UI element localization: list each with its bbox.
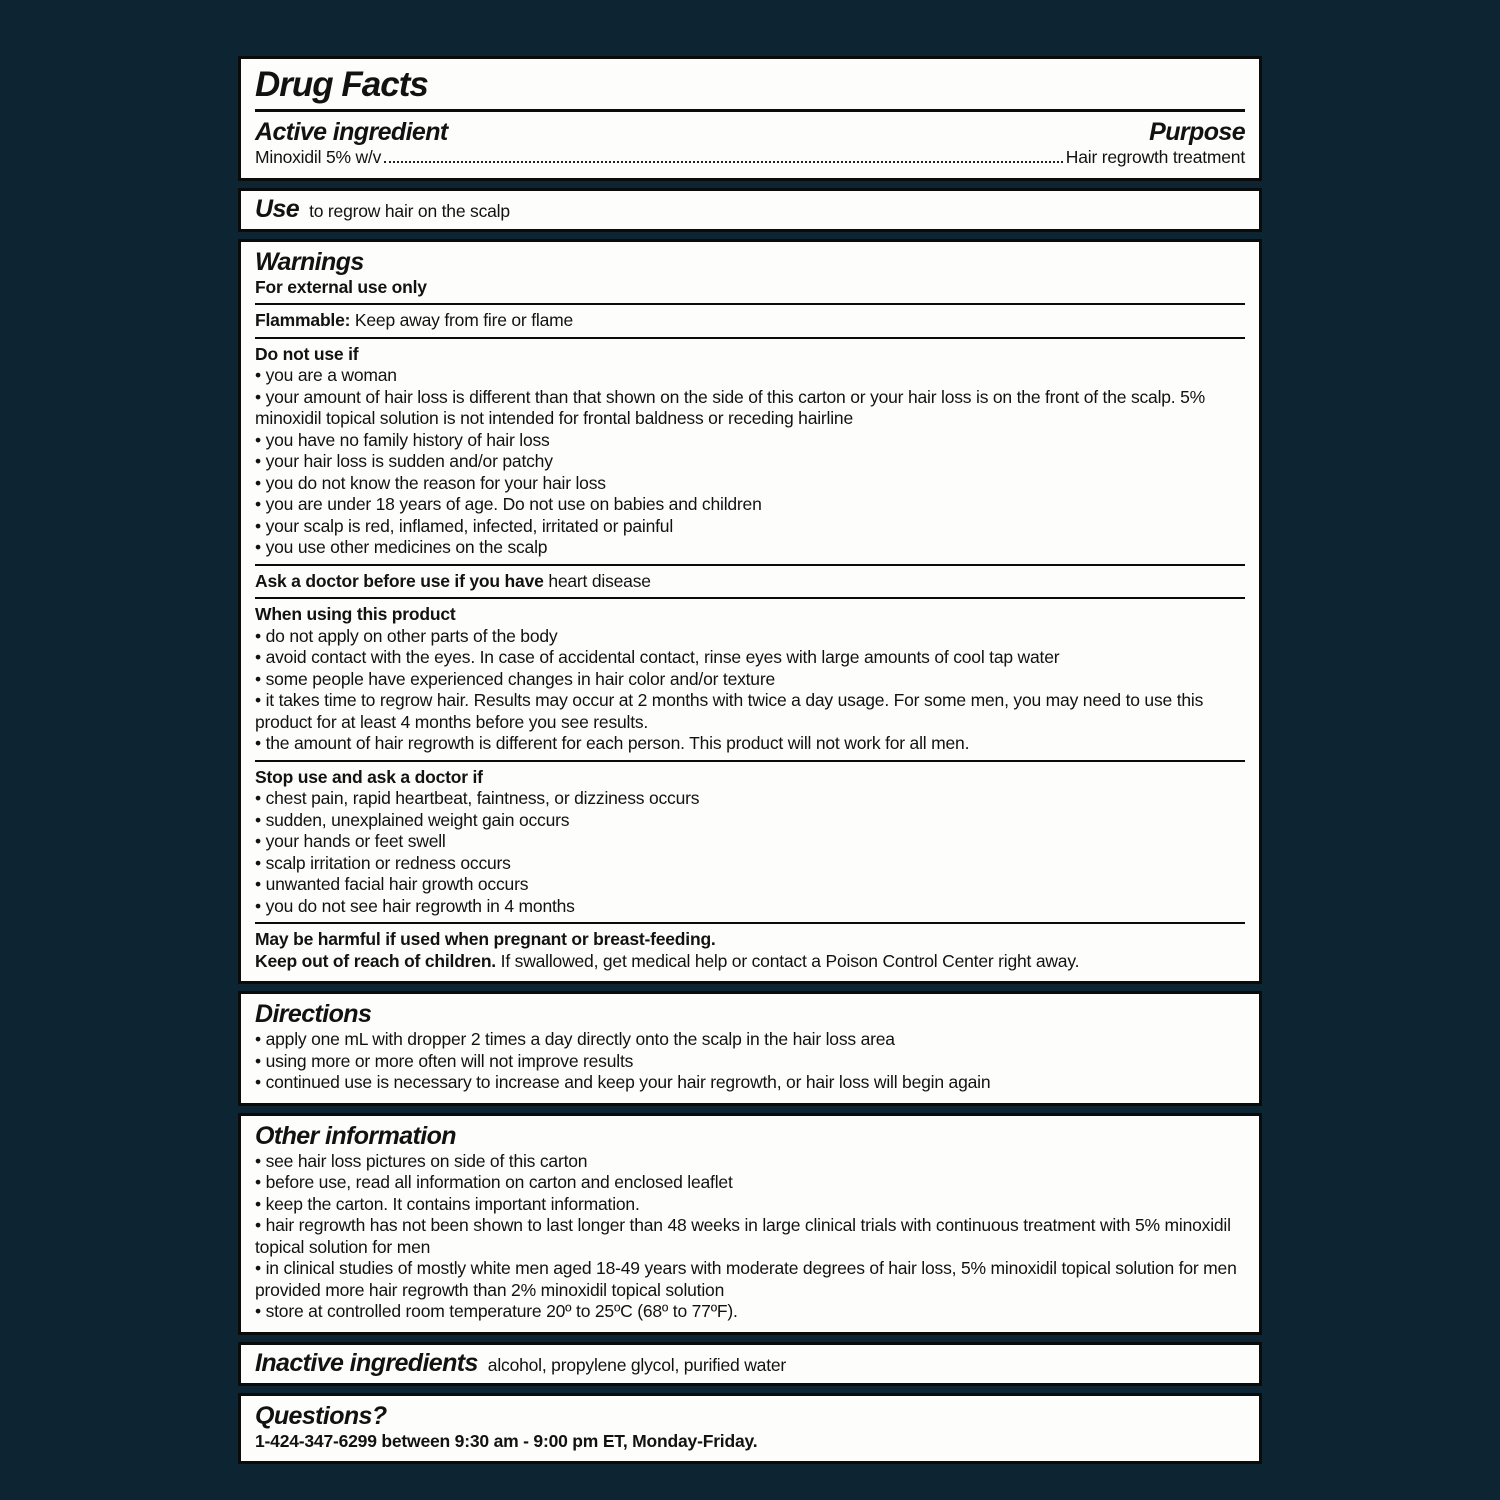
bullet-item: • your scalp is red, inflamed, infected, irritated or painful [255, 516, 1245, 538]
do-not-use-heading: Do not use if [255, 343, 359, 364]
ask-doctor-line [255, 571, 1245, 593]
directions-list [255, 1029, 1245, 1094]
flammable-line [255, 310, 1245, 332]
section-other-information [238, 1113, 1262, 1335]
ask-doctor-bold: Ask a doctor before use if you have [255, 570, 544, 591]
use-row [255, 194, 1245, 224]
warnings-divider [255, 303, 1245, 305]
warnings-divider [255, 337, 1245, 339]
bullet-item: • you do not know the reason for your hair loss [255, 473, 1245, 495]
bullet-item: • before use, read all information on carton and enclosed leaflet [255, 1172, 1245, 1194]
bullet-item: • you have no family history of hair loss [255, 430, 1245, 452]
other-information-list [255, 1151, 1245, 1323]
inactive-ingredients-text: alcohol, propylene glycol, purified water [487, 1354, 787, 1375]
section-active-ingredient [238, 56, 1262, 181]
keep-out-line [255, 951, 1245, 973]
bullet-item: • some people have experienced changes in hair color and/or texture [255, 669, 1245, 691]
inactive-ingredients-row [255, 1348, 1245, 1378]
bullet-item: • using more or more often will not improve results [255, 1051, 1245, 1073]
section-warnings [238, 239, 1262, 985]
keep-out-text: If swallowed, get medical help or contact a Poison Control Center right away. [500, 950, 1080, 971]
section-directions [238, 991, 1262, 1106]
do-not-use-section [255, 344, 1245, 559]
drug-facts-title: Drug Facts [255, 65, 428, 104]
bullet-item: • continued use is necessary to increase and keep your hair regrowth, or hair loss will begin again [255, 1072, 1245, 1094]
section-questions [238, 1393, 1262, 1465]
bullet-item: • hair regrowth has not been shown to last longer than 48 weeks in large clinical trials with continuous treatment with 5% minoxidil topical solution for men [255, 1215, 1245, 1258]
flammable-text: Keep away from fire or flame [354, 310, 574, 330]
when-using-heading: When using this product [255, 604, 456, 624]
warnings-heading: Warnings [255, 247, 364, 276]
bullet-item: • chest pain, rapid heartbeat, faintness, or dizziness occurs [255, 788, 1245, 810]
bullet-item: • the amount of hair regrowth is different for each person. This product will not work for all men. [255, 733, 1245, 755]
purpose-heading: Purpose [1149, 118, 1245, 146]
bullet-item: • unwanted facial hair growth occurs [255, 874, 1245, 896]
bullet-item: • store at controlled room temperature 20º to 25ºC (68º to 77ºF). [255, 1301, 1245, 1323]
title-divider [255, 109, 1245, 112]
drug-facts-label [238, 0, 1262, 1464]
section-use [238, 188, 1262, 232]
stop-use-heading: Stop use and ask a doctor if [255, 766, 483, 787]
questions-phone-line: 1-424-347-6299 between 9:30 am - 9:00 pm ET, Monday-Friday. [255, 1430, 758, 1451]
bullet-item: • apply one mL with dropper 2 times a day directly onto the scalp in the hair loss area [255, 1029, 1245, 1051]
keep-out-bold: Keep out of reach of children. [255, 950, 496, 971]
section-inactive-ingredients [238, 1342, 1262, 1386]
bullet-item: • your hands or feet swell [255, 831, 1245, 853]
directions-heading: Directions [255, 1000, 372, 1028]
bullet-item: • your amount of hair loss is different than that shown on the side of this carton or your hair loss is on the front of the scalp. 5% minoxidil topical solution is not intended for frontal baldness or receding hairline [255, 387, 1245, 430]
active-ingredient-heading: Active ingredient [255, 118, 448, 146]
ingredient-name: Minoxidil 5% w/v [255, 147, 382, 167]
bullet-item: • you do not see hair regrowth in 4 months [255, 896, 1245, 918]
when-using-section [255, 604, 1245, 755]
ask-doctor-text: heart disease [548, 570, 651, 591]
bullet-item: • your hair loss is sudden and/or patchy [255, 451, 1245, 473]
warnings-divider [255, 922, 1245, 924]
when-using-list [255, 626, 1245, 755]
pregnancy-warning-line: May be harmful if used when pregnant or breast-feeding. [255, 929, 716, 949]
warnings-divider [255, 597, 1245, 599]
flammable-label: Flammable: [255, 310, 351, 330]
dotted-leader [384, 148, 1063, 163]
purpose-value: Hair regrowth treatment [1065, 147, 1245, 167]
bullet-item: • you are under 18 years of age. Do not use on babies and children [255, 494, 1245, 516]
bullet-item: • do not apply on other parts of the body [255, 626, 1245, 648]
bullet-item: • scalp irritation or redness occurs [255, 853, 1245, 875]
use-text: to regrow hair on the scalp [309, 200, 510, 221]
other-information-heading: Other information [255, 1121, 456, 1150]
external-use-line: For external use only [255, 276, 427, 297]
use-heading: Use [255, 194, 300, 223]
bullet-item: • sudden, unexplained weight gain occurs [255, 810, 1245, 832]
do-not-use-list [255, 365, 1245, 559]
bullet-item: • you use other medicines on the scalp [255, 537, 1245, 559]
warnings-divider [255, 760, 1245, 762]
bullet-item: • it takes time to regrow hair. Results may occur at 2 months with twice a day usage. For some men, you may need to use this product for at least 4 months before you see results. [255, 690, 1245, 733]
bullet-item: • avoid contact with the eyes. In case of accidental contact, rinse eyes with large amounts of cool tap water [255, 647, 1245, 669]
questions-heading: Questions? [255, 1401, 387, 1430]
active-purpose-header-row [255, 117, 1245, 147]
bullet-item: • in clinical studies of mostly white men aged 18-49 years with moderate degrees of hair loss, 5% minoxidil topical solution for men provided more hair regrowth than 2% minoxidil topical solution [255, 1258, 1245, 1301]
inactive-ingredients-heading: Inactive ingredients [255, 1348, 478, 1377]
ingredient-purpose-row [255, 147, 1245, 169]
stop-use-section [255, 767, 1245, 918]
stop-use-list [255, 788, 1245, 917]
bullet-item: • you are a woman [255, 365, 1245, 387]
bullet-item: • keep the carton. It contains important information. [255, 1194, 1245, 1216]
warnings-divider [255, 564, 1245, 566]
bullet-item: • see hair loss pictures on side of this carton [255, 1151, 1245, 1173]
